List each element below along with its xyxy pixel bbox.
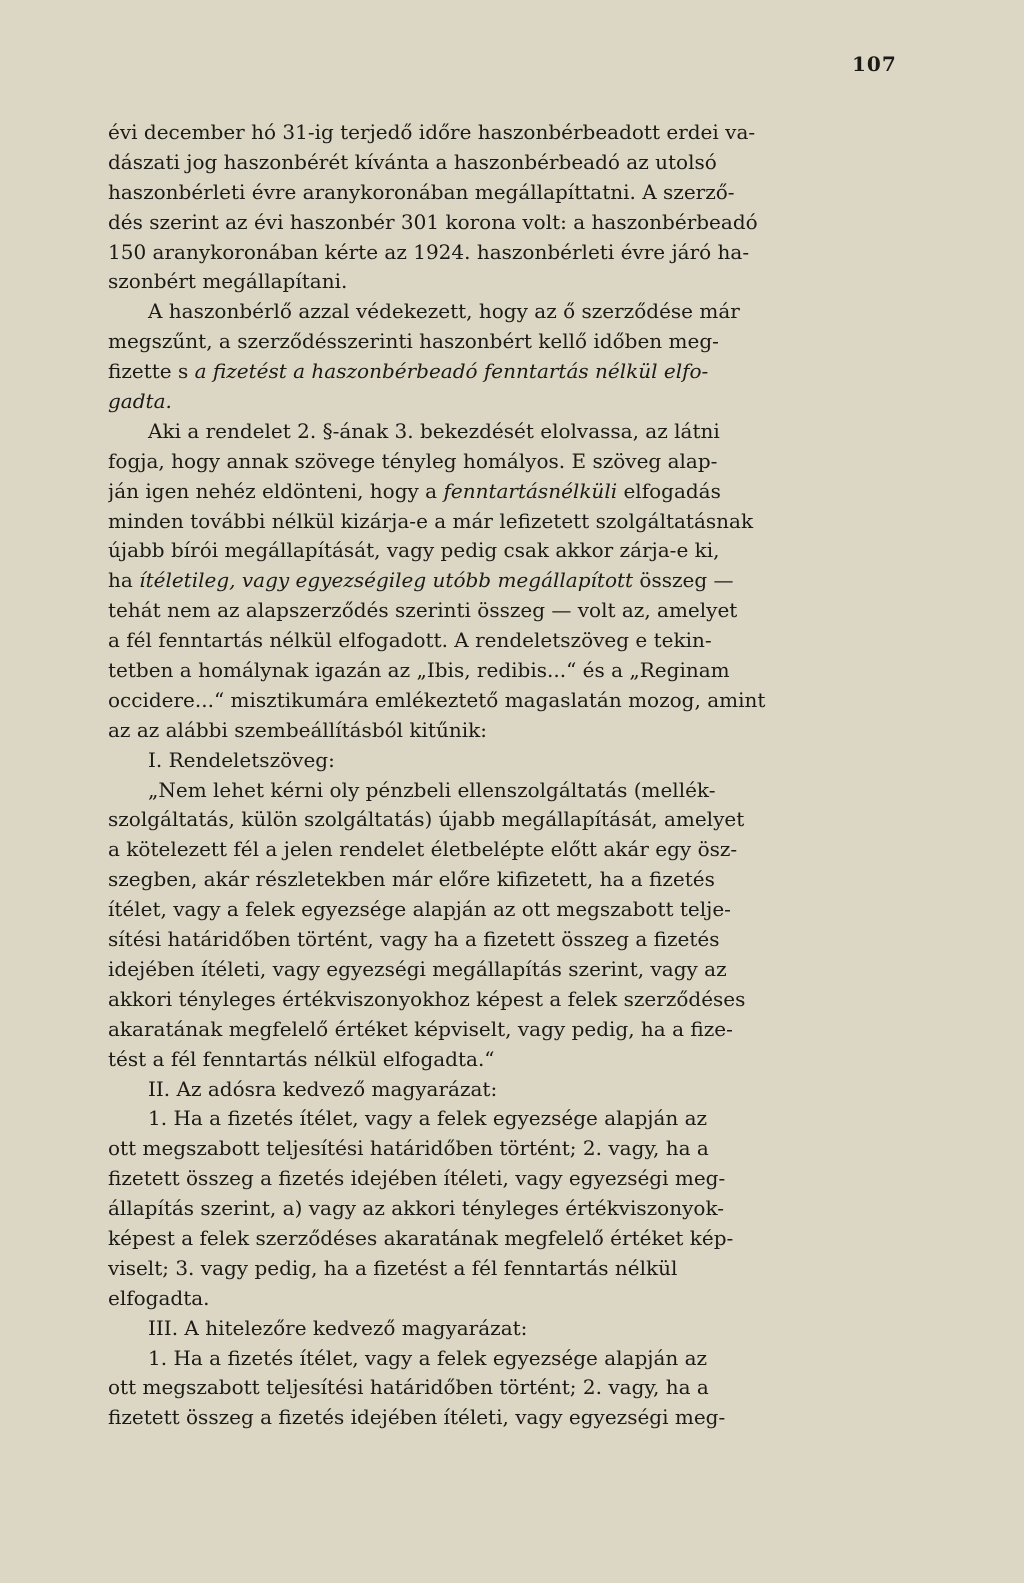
text-line — [108, 985, 888, 1015]
text-line — [108, 1254, 888, 1284]
text-line — [108, 1403, 888, 1433]
text-segment: ha — [108, 568, 140, 593]
text-segment: ott megszabott teljesítési határidőben történt; 2. vagy, ha a — [108, 1136, 709, 1161]
text-segment: fizette s — [108, 359, 195, 384]
text-segment: ítélet, vagy a felek egyezsége alapján az ott megszabott telje- — [108, 897, 731, 922]
text-line — [108, 118, 888, 148]
text-segment: állapítás szerint, a) vagy az akkori tényleges értékviszonyok- — [108, 1196, 724, 1221]
text-line — [108, 1104, 888, 1134]
text-line — [108, 1015, 888, 1045]
text-segment: „Nem lehet kérni oly pénzbeli ellenszolgáltatás (mellék- — [148, 777, 716, 802]
text-line — [108, 596, 888, 626]
page-number: 107 — [852, 52, 897, 76]
text-line — [108, 1164, 888, 1194]
text-segment: akkori tényleges értékviszonyokhoz képest a felek szerződéses — [108, 986, 746, 1011]
text-line — [108, 805, 888, 835]
text-line — [108, 1373, 888, 1403]
text-segment: dés szerint az évi haszonbér 301 korona volt: a haszonbérbeadó — [108, 209, 758, 234]
text-segment: 150 aranykoronában kérte az 1924. haszonbérleti évre járó ha- — [108, 239, 750, 264]
text-segment: viselt; 3. vagy pedig, ha a fizetést a fél fenntartás nélkül — [108, 1255, 678, 1280]
text-line — [108, 656, 888, 686]
text-segment: akaratának megfelelő értéket képviselt, vagy pedig, ha a fize- — [108, 1016, 733, 1041]
text-line — [108, 1284, 888, 1314]
text-line — [108, 1134, 888, 1164]
italic-text-segment: a fizetést a haszonbérbeadó fenntartás nélkül elfo- — [194, 359, 709, 384]
text-line — [108, 776, 888, 806]
text-segment: képest a felek szerződéses akaratának megfelelő értéket kép- — [108, 1225, 734, 1250]
italic-text-segment: fenntartásnélküli — [443, 478, 618, 503]
text-segment: tést a fél fenntartás nélkül elfogadta.“ — [108, 1046, 495, 1071]
text-line — [108, 865, 888, 895]
text-line — [108, 895, 888, 925]
text-line — [108, 297, 888, 327]
text-segment: 1. Ha a fizetés ítélet, vagy a felek egyezsége alapján az — [148, 1345, 708, 1370]
text-line — [108, 1194, 888, 1224]
text-line — [108, 447, 888, 477]
text-line — [108, 1045, 888, 1075]
text-segment: dászati jog haszonbérét kívánta a haszonbérbeadó az utolsó — [108, 149, 717, 174]
text-line — [108, 955, 888, 985]
text-line — [108, 208, 888, 238]
text-segment: szegben, akár részletekben már előre kifizetett, ha a fizetés — [108, 867, 715, 892]
text-segment: II. Az adósra kedvező magyarázat: — [148, 1076, 498, 1101]
text-line — [108, 566, 888, 596]
text-line — [108, 716, 888, 746]
text-segment: elfogadta. — [108, 1285, 210, 1310]
text-segment: megszűnt, a szerződésszerinti haszonbért kellő időben meg- — [108, 329, 719, 354]
text-segment: occidere...“ misztikumára emlékeztető magaslatán mozog, amint — [108, 687, 766, 712]
text-segment: fogja, hogy annak szövege tényleg homályos. E szöveg alap- — [108, 448, 718, 473]
text-line — [108, 387, 888, 417]
text-segment: a kötelezett fél a jelen rendelet életbelépte előtt akár egy ösz- — [108, 837, 738, 862]
body-text — [108, 118, 888, 1433]
text-line — [108, 238, 888, 268]
text-segment: szolgáltatás, külön szolgáltatás) újabb megállapítását, amelyet — [108, 807, 745, 832]
text-line — [108, 626, 888, 656]
text-line — [108, 327, 888, 357]
text-segment: szonbért megállapítani. — [108, 269, 348, 294]
text-segment: tehát nem az alapszerződés szerinti összeg — volt az, amelyet — [108, 598, 738, 623]
italic-text-segment: gadta. — [108, 389, 172, 414]
text-segment: idejében ítéleti, vagy egyezségi megállapítás szerint, vagy az — [108, 956, 727, 981]
text-line — [108, 477, 888, 507]
text-segment: fizetett összeg a fizetés idejében ítéleti, vagy egyezségi meg- — [108, 1405, 726, 1430]
text-line — [108, 267, 888, 297]
text-line — [108, 417, 888, 447]
text-segment: ján igen nehéz eldönteni, hogy a — [108, 478, 444, 503]
text-line — [108, 536, 888, 566]
text-line — [108, 357, 888, 387]
text-segment: tetben a homálynak igazán az „Ibis, redibis...“ és a „Reginam — [108, 658, 730, 683]
text-line — [108, 507, 888, 537]
text-segment: 1. Ha a fizetés ítélet, vagy a felek egyezsége alapján az — [148, 1106, 708, 1131]
text-segment: az az alábbi szembeállításból kitűnik: — [108, 717, 487, 742]
text-segment: újabb bírói megállapítását, vagy pedig csak akkor zárja-e ki, — [108, 538, 720, 563]
text-line — [108, 835, 888, 865]
italic-text-segment: ítéletileg, vagy egyezségileg utóbb megállapított — [139, 568, 634, 593]
text-line — [108, 178, 888, 208]
text-segment: minden további nélkül kizárja-e a már lefizetett szolgáltatásnak — [108, 508, 754, 533]
text-segment: ott megszabott teljesítési határidőben történt; 2. vagy, ha a — [108, 1375, 709, 1400]
text-line — [108, 1344, 888, 1374]
text-segment: sítési határidőben történt, vagy ha a fizetett összeg a fizetés — [108, 927, 720, 952]
text-line — [108, 1075, 888, 1105]
text-segment: A haszonbérlő azzal védekezett, hogy az ő szerződése már — [148, 299, 740, 324]
text-segment: a fél fenntartás nélkül elfogadott. A rendeletszöveg e tekin- — [108, 628, 712, 653]
text-line — [108, 686, 888, 716]
text-segment: haszonbérleti évre aranykoronában megállapíttatni. A szerző- — [108, 179, 735, 204]
text-segment: fizetett összeg a fizetés idejében ítéleti, vagy egyezségi meg- — [108, 1166, 726, 1191]
text-segment: évi december hó 31-ig terjedő időre haszonbérbeadott erdei va- — [108, 120, 756, 144]
text-line — [108, 1314, 888, 1344]
text-line — [108, 1224, 888, 1254]
text-line — [108, 148, 888, 178]
text-segment: III. A hitelezőre kedvező magyarázat: — [148, 1315, 528, 1340]
text-segment: elfogadás — [617, 478, 721, 503]
text-segment: I. Rendeletszöveg: — [148, 747, 335, 772]
text-segment: összeg — — [633, 568, 734, 593]
text-line — [108, 746, 888, 776]
text-segment: Aki a rendelet 2. §-ának 3. bekezdését elolvassa, az látni — [148, 418, 720, 443]
text-line — [108, 925, 888, 955]
